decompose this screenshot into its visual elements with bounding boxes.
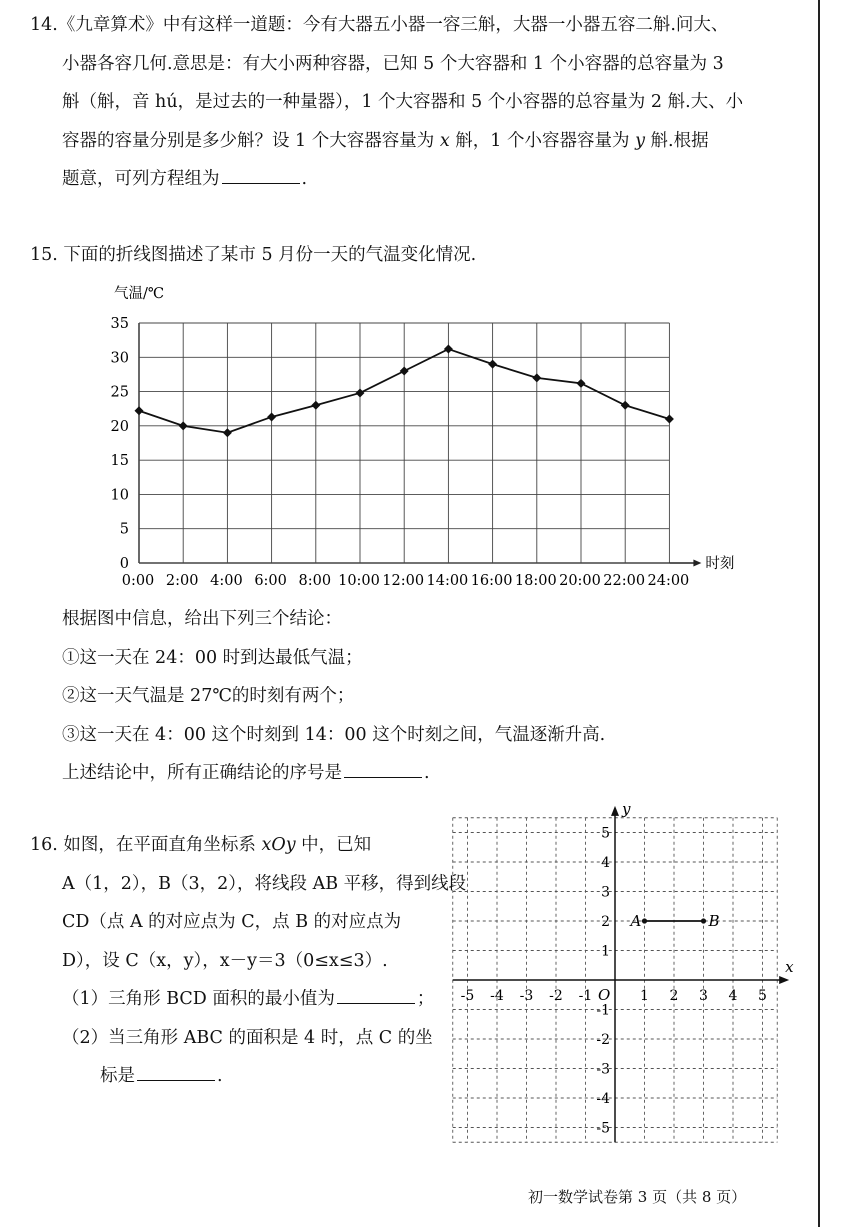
- point-b-label: B: [708, 912, 720, 930]
- q16-line-6: （2）当三角形 ABC 的面积是 4 时，点 C 的坐: [62, 1027, 433, 1048]
- chart-data-point: [577, 379, 586, 388]
- chart-data-point: [356, 388, 365, 397]
- q16-line-1c: 中，已知: [301, 835, 372, 855]
- y-tick-label: 4: [601, 855, 610, 871]
- q16-xoy: xOy: [261, 835, 296, 855]
- chart-ytick-label: 5: [119, 521, 129, 538]
- chart-ytick-label: 30: [110, 350, 129, 367]
- q16-line-7: [30, 1057, 450, 1096]
- point-a-label: A: [630, 912, 642, 930]
- q14-line-4b: 斛，1 个小容器容量为: [455, 130, 630, 151]
- q15-answer-blank[interactable]: [344, 776, 422, 778]
- page-footer: 初一数学试卷第 3 页（共 8 页）: [528, 1188, 747, 1206]
- q14-line-1: 14.《九章算术》中有这样一道题：今有大器五小器一容三斛，大器一小器五容二斛.问大、: [30, 15, 729, 35]
- q15-ask-end: .: [424, 763, 430, 783]
- x-tick-label: 2: [669, 988, 679, 1004]
- chart-ytick-label: 25: [110, 384, 129, 401]
- chart-xtick-label: 6:00: [254, 573, 287, 589]
- chart-data-point: [223, 428, 232, 437]
- x-tick-label: -5: [460, 988, 475, 1004]
- x-tick-label: -3: [519, 988, 534, 1004]
- chart-ytick-label: 15: [110, 453, 129, 470]
- chart-xtick-label: 8:00: [298, 573, 332, 589]
- y-tick-label: 1: [601, 943, 610, 960]
- q16-line-5: [30, 980, 450, 1019]
- q15-conclusion-3: ③这一天在 4：00 这个时刻到 14：00 这个时刻之间，气温逐渐升高.: [62, 724, 606, 745]
- chart-data-point: [621, 401, 630, 410]
- x-tick-label: 3: [699, 988, 708, 1004]
- question-14: [30, 6, 790, 199]
- chart-data-point: [532, 373, 541, 382]
- chart-y-axis-label: 气温/℃: [114, 286, 165, 302]
- chart-xtick-label: 2:00: [165, 573, 199, 589]
- chart-ytick-label: 35: [110, 316, 129, 332]
- question-16: [30, 826, 467, 1096]
- q14-line-3: 斛（斛，音 hú，是过去的一种量器），1 个大容器和 5 个小容器的总容量为 2 斛.大、小: [62, 92, 744, 112]
- y-tick-label: -5: [596, 1120, 610, 1137]
- q16-part2-end: .: [217, 1066, 223, 1086]
- chart-xtick-label: 24:00: [647, 573, 690, 589]
- q16-line-1: [30, 826, 450, 865]
- y-tick-label: -2: [596, 1032, 610, 1048]
- q16-line-2: A（1，2），B（3，2），将线段 AB 平移，得到线段: [62, 873, 467, 894]
- q14-answer-blank[interactable]: [222, 182, 300, 184]
- chart-xtick-label: 16:00: [470, 573, 513, 589]
- q14-line-4: [30, 122, 790, 161]
- chart-data-point: [135, 406, 144, 415]
- q16-part1: （1）三角形 BCD 面积的最小值为: [62, 989, 335, 1009]
- chart-xtick-label: 4:00: [210, 573, 243, 589]
- origin-label: O: [598, 986, 611, 1004]
- chart-xtick-label: 10:00: [338, 573, 380, 589]
- q15-conclusion-2: ②这一天气温是 27℃的时刻有两个；: [62, 686, 355, 706]
- q15-intro: 根据图中信息，给出下列三个结论：: [62, 609, 342, 629]
- page-right-border: [818, 0, 820, 1227]
- chart-ytick-label: 0: [119, 556, 129, 572]
- x-tick-label: 1: [640, 988, 649, 1004]
- y-tick-label: 5: [601, 825, 610, 842]
- y-tick-label: -1: [596, 1002, 610, 1019]
- x-tick-label: -4: [490, 988, 504, 1004]
- chart-xtick-label: 0:00: [121, 573, 155, 589]
- chart-ytick-label: 20: [110, 418, 129, 435]
- chart-xtick-label: 18:00: [514, 573, 557, 589]
- chart-xtick-label: 14:00: [426, 573, 469, 589]
- x-tick-label: -2: [549, 988, 563, 1004]
- y-axis-arrow: [611, 806, 619, 816]
- chart-xtick-label: 12:00: [382, 573, 425, 589]
- x-tick-label: 5: [758, 988, 767, 1004]
- temperature-line-chart: [100, 280, 860, 610]
- chart-data-point: [444, 345, 453, 354]
- question-15-title: [30, 236, 790, 275]
- q15-ask: [30, 754, 790, 793]
- chart-data-point: [311, 401, 320, 410]
- x-axis-label: x: [785, 958, 794, 976]
- coordinate-grid: [450, 799, 794, 1150]
- x-axis-arrow: [779, 976, 789, 984]
- q15-title: 15. 下面的折线图描述了某市 5 月份一天的气温变化情况.: [30, 245, 477, 265]
- y-axis-label: y: [622, 799, 631, 818]
- q15-conclusion-1: ①这一天在 24：00 时到达最低气温；: [62, 647, 363, 668]
- q14-var-y: y: [635, 130, 645, 151]
- q16-part1-blank[interactable]: [337, 1002, 415, 1004]
- q15-ask-text: 上述结论中，所有正确结论的序号是: [62, 763, 342, 783]
- q14-line-2: 小器各容几何.意思是：有大小两种容器，已知 5 个大容器和 1 个小容器的总容量为 3: [62, 53, 724, 74]
- point-b-dot: [701, 918, 706, 923]
- chart-data-point: [267, 412, 276, 421]
- y-tick-label: -3: [596, 1061, 610, 1078]
- x-tick-label: -1: [578, 988, 593, 1004]
- y-tick-label: 2: [601, 914, 610, 930]
- chart-xtick-label: 22:00: [603, 573, 646, 589]
- q15-conclusions: [30, 600, 790, 793]
- chart-xtick-label: 20:00: [559, 573, 601, 589]
- q14-line-5a: 题意，可列方程组为: [62, 169, 220, 189]
- chart-ytick-label: 10: [110, 487, 129, 504]
- y-tick-label: 3: [601, 884, 610, 901]
- q14-var-x: x: [439, 130, 450, 151]
- chart-x-axis-label: 时刻: [705, 556, 735, 572]
- chart-data-point: [179, 421, 188, 430]
- q16-part2-blank[interactable]: [137, 1079, 215, 1081]
- q14-line-5: [30, 160, 790, 199]
- q16-line-1a: 16. 如图，在平面直角坐标系: [30, 835, 256, 855]
- chart-data-point: [400, 367, 409, 376]
- chart-data-point: [488, 360, 497, 369]
- chart-data-point: [665, 415, 674, 424]
- q16-part1-end: ；: [416, 989, 435, 1009]
- q14-line-5-end: .: [301, 169, 308, 189]
- point-a-dot: [642, 918, 647, 923]
- q16-line-3: CD（点 A 的对应点为 C，点 B 的对应点为: [62, 912, 402, 932]
- chart-x-axis-arrow: [693, 560, 701, 567]
- q14-line-4a: 容器的容量分别是多少斛？设 1 个大容器容量为: [62, 130, 435, 151]
- y-tick-label: -4: [596, 1091, 610, 1107]
- x-tick-label: 4: [728, 988, 738, 1004]
- q14-line-4c: 斛.根据: [650, 130, 709, 151]
- q16-part2-label: 标是: [100, 1066, 135, 1086]
- q16-line-4: D），设 C（x，y），x－y＝3（0≤x≤3）.: [62, 950, 388, 971]
